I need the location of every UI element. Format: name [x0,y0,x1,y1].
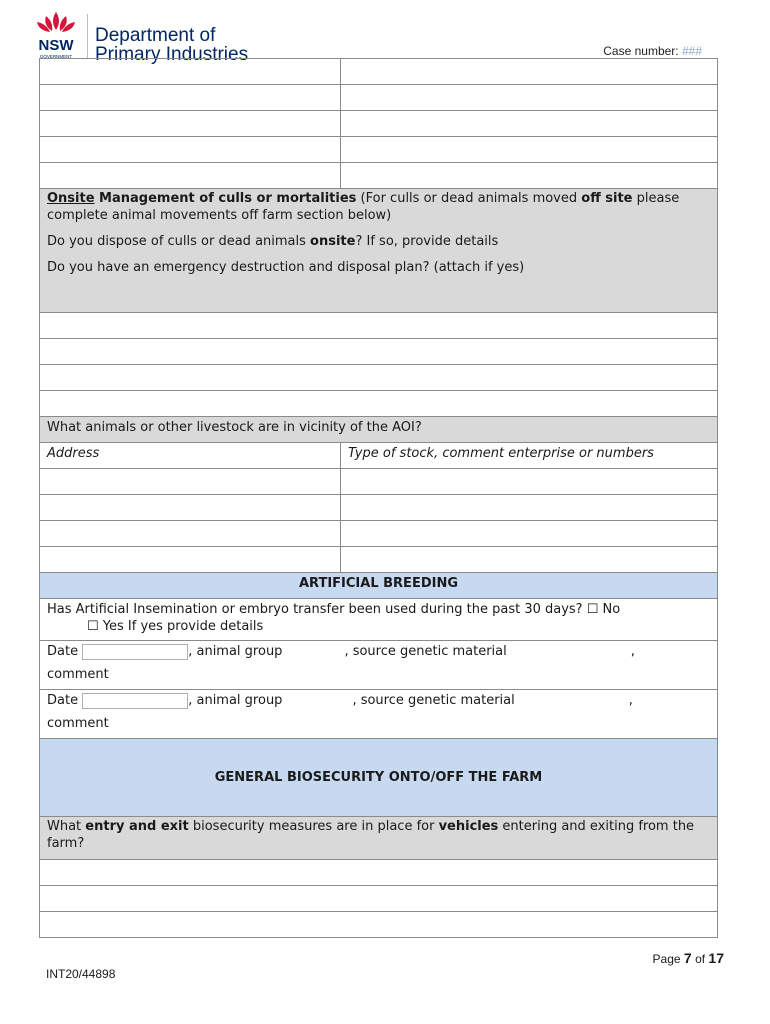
table-cell[interactable] [40,547,341,572]
breeding-question: Has Artificial Insemination or embryo transfer been used during the past 30 days? ☐ No [47,602,621,617]
vicinity-question-row [39,417,718,443]
artificial-breeding-heading: ARTIFICIAL BREEDING [298,576,458,591]
table-cell[interactable] [341,521,717,546]
yes-checkbox[interactable]: ☐ Yes If yes provide details [87,619,264,634]
case-number: Case number: ### [603,44,702,58]
answer-cell[interactable] [40,912,717,937]
column-address: Address [40,443,341,468]
answer-cell[interactable] [40,391,717,416]
onsite-question-plan: Do you have an emergency destruction and disposal plan? (attach if yes) [47,260,525,275]
answer-cell[interactable] [40,365,717,390]
table-cell[interactable] [40,469,341,494]
department-name: Department of Primary Industries [95,25,249,65]
table-row [39,495,718,521]
table-cell[interactable] [341,469,717,494]
table-row [39,860,718,886]
onsite-management-section [39,189,718,313]
vicinity-header-row [39,443,718,469]
answer-cell[interactable] [40,339,717,364]
svg-text:NSW: NSW [38,37,74,54]
table-cell[interactable] [341,111,717,136]
table-row [39,912,718,938]
table-cell[interactable] [341,137,717,162]
table-row [39,163,718,189]
table-cell[interactable] [341,495,717,520]
breeding-detail-row: Date , animal group , source genetic material , comment [39,641,718,690]
logo-divider [87,14,88,58]
table-cell[interactable] [40,111,341,136]
table-row [39,59,718,85]
table-cell[interactable] [40,495,341,520]
table-cell[interactable] [341,163,717,188]
nsw-government-logo [26,8,86,60]
artificial-breeding-heading-row [39,573,718,599]
table-row [39,886,718,912]
vehicles-question: What entry and exit biosecurity measures are in place for vehicles entering and exiting from the farm? [47,819,695,851]
table-cell[interactable] [40,137,341,162]
case-number-value[interactable]: ### [681,44,702,58]
onsite-title: Onsite Management of culls or mortalities (For culls or dead animals moved off site please complete animal movements off farm section below) [47,191,680,223]
table-cell[interactable] [40,85,341,110]
table-cell[interactable] [341,59,717,84]
table-row [39,521,718,547]
table-row [39,339,718,365]
table-row [39,85,718,111]
page-number: Page 7 of 17 [652,950,724,966]
table-row [39,365,718,391]
table-row [39,313,718,339]
table-row [39,469,718,495]
breeding-detail-row: Date , animal group , source genetic material , comment [39,690,718,739]
table-row [39,547,718,573]
answer-cell[interactable] [40,886,717,911]
vehicles-question-row [39,817,718,860]
no-checkbox[interactable]: ☐ No [586,602,621,617]
table-cell[interactable] [40,163,341,188]
form-table [39,58,718,938]
general-biosecurity-heading-row [39,739,718,817]
answer-cell[interactable] [40,860,717,885]
general-biosecurity-heading: GENERAL BIOSECURITY ONTO/OFF THE FARM [214,770,543,785]
svg-text:GOVERNMENT: GOVERNMENT [39,54,73,59]
waratah-icon [37,12,75,32]
column-stock-type: Type of stock, comment enterprise or numbers [348,446,654,461]
table-row [39,137,718,163]
vicinity-question: What animals or other livestock are in vicinity of the AOI? [47,420,422,435]
document-reference: INT20/44898 [46,967,116,981]
table-cell[interactable] [40,521,341,546]
table-row [39,111,718,137]
table-cell[interactable] [341,547,717,572]
table-cell[interactable] [341,85,717,110]
breeding-question-row [39,599,718,641]
table-cell[interactable] [40,59,341,84]
onsite-question-dispose: Do you dispose of culls or dead animals onsite? If so, provide details [47,234,499,249]
table-row [39,391,718,417]
date-input[interactable] [82,693,188,709]
answer-cell[interactable] [40,313,717,338]
date-input[interactable] [82,644,188,660]
